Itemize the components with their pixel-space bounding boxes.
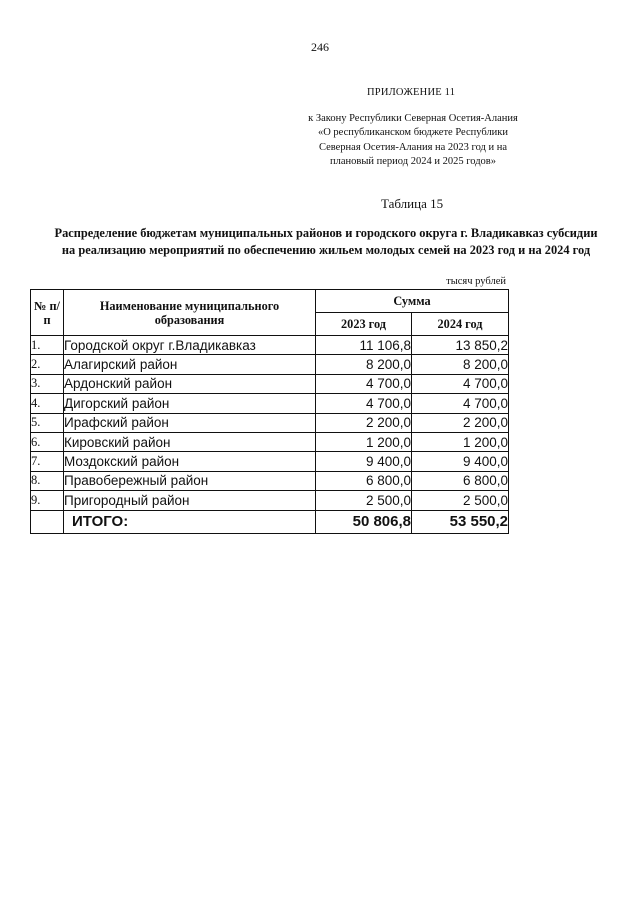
document-title: Распределение бюджетам муниципальных районов и городского округа г. Владикавказ субсидии на реализацию мероприятий по обеспечению жильем молодых семей на 2023 год и на 2024 год <box>54 226 598 257</box>
row-2024: 9 400,0 <box>412 452 509 471</box>
header-2023: 2023 год <box>316 313 412 336</box>
row-2023: 11 106,8 <box>316 336 412 355</box>
row-2024: 1 200,0 <box>412 432 509 451</box>
row-2024: 4 700,0 <box>412 374 509 393</box>
table-row <box>31 394 509 413</box>
header-num: № п/п <box>31 290 64 336</box>
row-2024: 4 700,0 <box>412 394 509 413</box>
law-reference: к Закону Республики Северная Осетия-Алания «О республиканском бюджете Республики Северная Осетия-Алания на 2023 год и на плановый период 2024 и 2025 годов» <box>308 113 518 167</box>
page-number: 246 <box>311 40 329 54</box>
units-label: тысяч рублей <box>446 276 506 287</box>
row-number: 8. <box>31 471 64 490</box>
row-number: 5. <box>31 413 64 432</box>
row-2024: 2 500,0 <box>412 491 509 510</box>
row-name: Ирафский район <box>64 413 316 432</box>
header-sum: Сумма <box>316 290 509 313</box>
row-number: 6. <box>31 432 64 451</box>
table-row <box>31 374 509 393</box>
table-row <box>31 336 509 355</box>
row-number: 4. <box>31 394 64 413</box>
row-number: 7. <box>31 452 64 471</box>
total-num-cell <box>31 510 64 533</box>
row-name: Моздокский район <box>64 452 316 471</box>
table-label: Таблица 15 <box>381 196 444 211</box>
row-2023: 2 500,0 <box>316 491 412 510</box>
appendix-heading: ПРИЛОЖЕНИЕ 11 <box>367 87 456 98</box>
table-row <box>31 471 509 490</box>
row-2023: 2 200,0 <box>316 413 412 432</box>
row-number: 3. <box>31 374 64 393</box>
row-2023: 6 800,0 <box>316 471 412 490</box>
row-name: Дигорский район <box>64 394 316 413</box>
row-name: Пригородный район <box>64 491 316 510</box>
row-2024: 6 800,0 <box>412 471 509 490</box>
total-2023: 50 806,8 <box>316 510 412 533</box>
table-row <box>31 432 509 451</box>
header-name: Наименование муниципального образования <box>64 290 316 336</box>
header-2024: 2024 год <box>412 313 509 336</box>
total-row <box>31 510 509 533</box>
row-name: Правобережный район <box>64 471 316 490</box>
table-row <box>31 413 509 432</box>
row-2023: 4 700,0 <box>316 374 412 393</box>
row-name: Городской округ г.Владикавказ <box>64 336 316 355</box>
row-2024: 8 200,0 <box>412 355 509 374</box>
row-name: Алагирский район <box>64 355 316 374</box>
row-2023: 8 200,0 <box>316 355 412 374</box>
row-name: Ардонский район <box>64 374 316 393</box>
row-name: Кировский район <box>64 432 316 451</box>
table-row <box>31 355 509 374</box>
row-number: 1. <box>31 336 64 355</box>
table-row <box>31 491 509 510</box>
table-row <box>31 452 509 471</box>
total-2024: 53 550,2 <box>412 510 509 533</box>
budget-table <box>30 289 509 534</box>
row-2023: 4 700,0 <box>316 394 412 413</box>
row-number: 2. <box>31 355 64 374</box>
total-label: ИТОГО: <box>64 510 316 533</box>
row-2024: 13 850,2 <box>412 336 509 355</box>
row-number: 9. <box>31 491 64 510</box>
row-2023: 1 200,0 <box>316 432 412 451</box>
row-2023: 9 400,0 <box>316 452 412 471</box>
row-2024: 2 200,0 <box>412 413 509 432</box>
